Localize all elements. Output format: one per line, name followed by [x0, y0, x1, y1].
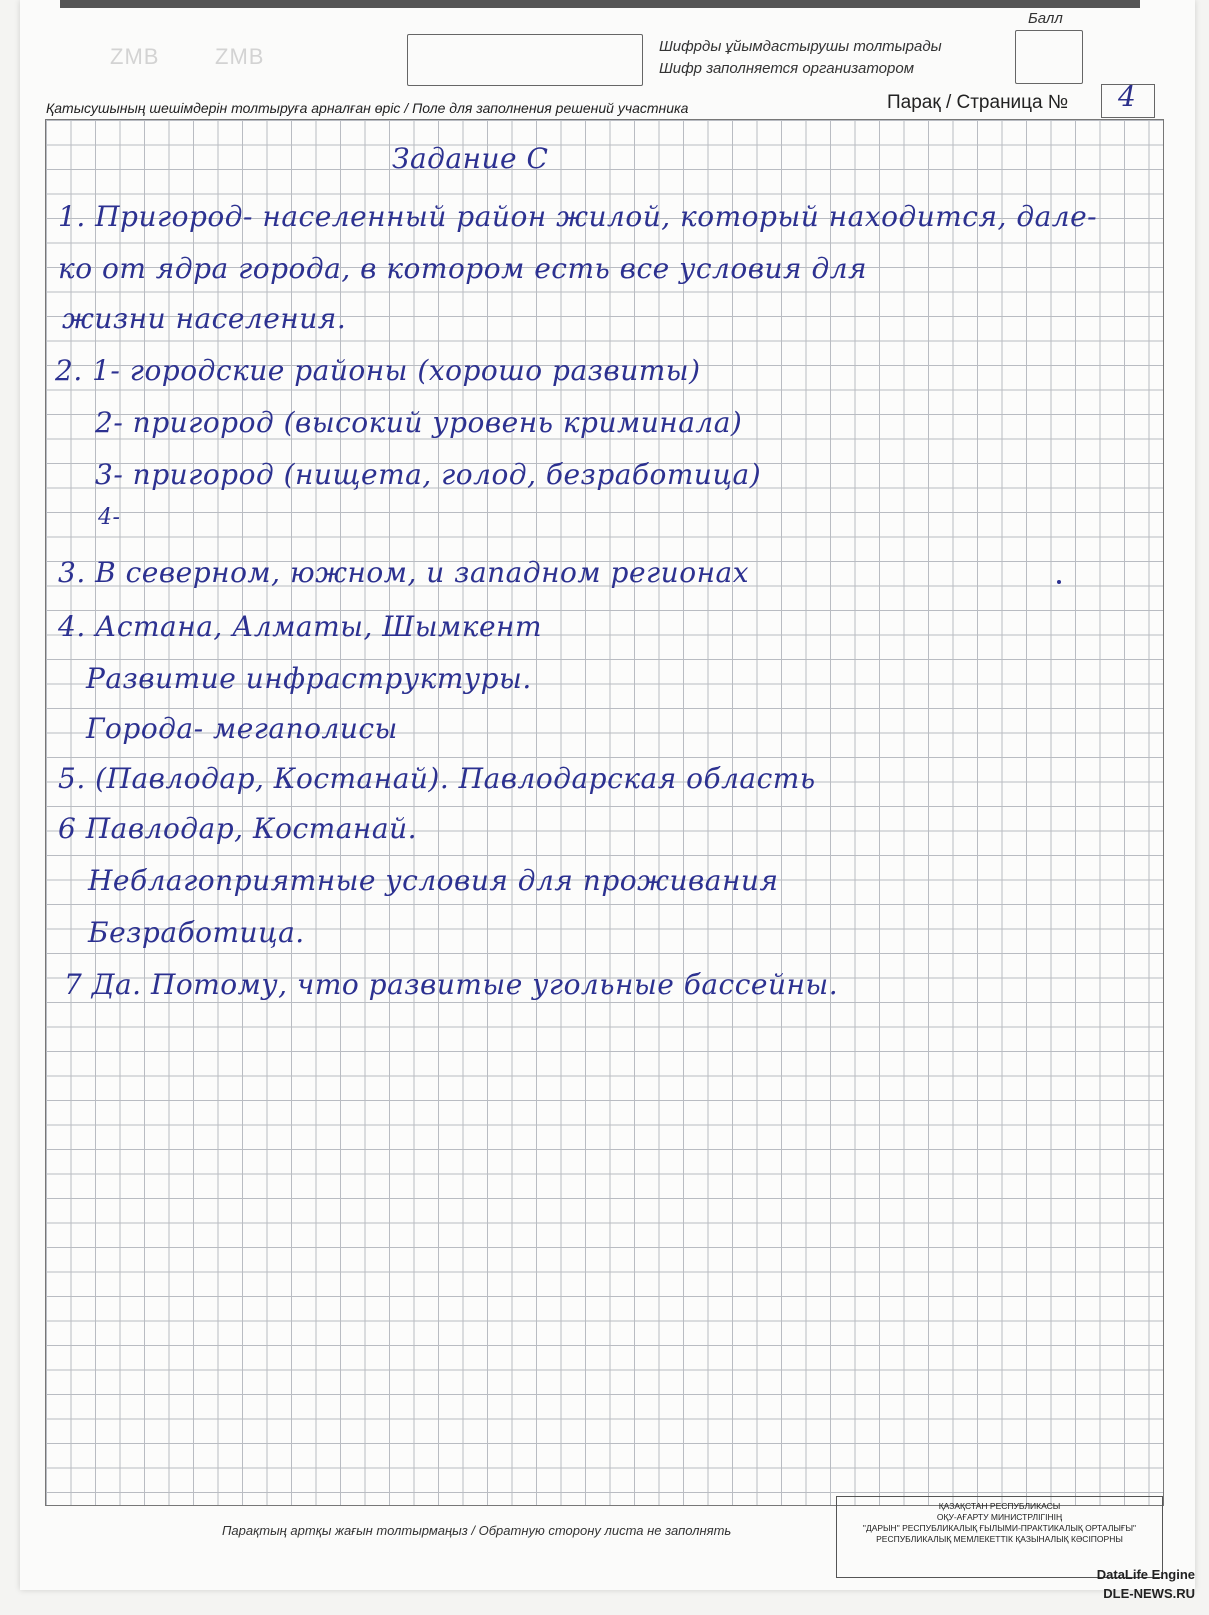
field-title: Қатысушының шешімдерін толтыруға арналған өріс / Поле для заполнения решений участника — [46, 100, 689, 116]
stamp-line: "ДАРЫН" РЕСПУБЛИКАЛЫҚ ҒЫЛЫМИ-ПРАКТИКАЛЫҚ ОРТАЛЫҒЫ" — [862, 1523, 1137, 1533]
answer-line: Развитие инфраструктуры. — [86, 662, 532, 695]
organizer-note-ru: Шифр заполняется организатором — [659, 60, 914, 77]
stamp-line: РЕСПУБЛИКАЛЫҚ МЕМЛЕКЕТТІК ҚАЗЫНАЛЫҚ КӘСІПОРНЫ — [876, 1534, 1123, 1544]
answer-line: 4- — [98, 505, 121, 530]
answer-line: Города- мегаполисы — [86, 712, 398, 745]
answer-line: 3. В северном, южном, и западном регионах — [58, 556, 749, 589]
top-edge — [60, 0, 1140, 8]
watermark: ZMB — [110, 44, 160, 69]
organizer-note — [659, 36, 942, 80]
answer-line: 2- пригород (высокий уровень криминала) — [95, 406, 743, 439]
organizer-note-kz: Шифрды ұйымдастырушы толтырады — [659, 38, 942, 55]
ink-dot — [1057, 580, 1061, 584]
answer-line: 1. Пригород- населенный район жилой, который находится, дале- — [58, 200, 1098, 233]
page-number: 4 — [1118, 80, 1136, 113]
stamp-line: ОҚУ-АҒАРТУ МИНИСТРЛІГІНІҢ — [936, 1512, 1063, 1522]
answer-line: жизни населения. — [62, 302, 347, 335]
answer-line: Неблагоприятные условия для проживания — [88, 864, 779, 897]
answer-line: ко от ядра города, в котором есть все условия для — [58, 252, 868, 285]
institution-stamp — [836, 1496, 1163, 1578]
answer-line: 6 Павлодар, Костанай. — [58, 812, 417, 845]
answer-title: Задание С — [392, 142, 549, 175]
answer-line: 7 Да. Потому, что развитые угольные бассейны. — [64, 968, 839, 1001]
footer-note: Парақтың артқы жағын толтырмаңыз / Обратную сторону листа не заполнять — [222, 1523, 732, 1538]
score-box — [1015, 30, 1083, 84]
page-label: Парақ / Страница № — [887, 92, 1069, 113]
answer-line: 5. (Павлодар, Костанай). Павлодарская область — [58, 762, 816, 795]
stamp-line: ҚАЗАҚСТАН РЕСПУБЛИКАСЫ — [938, 1501, 1061, 1511]
answer-line: 2. 1- городские районы (хорошо развиты) — [55, 354, 701, 387]
brand-watermark: DataLife Engine — [1096, 1567, 1195, 1582]
answer-line: 4. Астана, Алматы, Шымкент — [58, 610, 543, 643]
answer-line: Безработица. — [88, 916, 305, 949]
answer-line: 3- пригород (нищета, голод, безработица) — [95, 458, 762, 491]
site-watermark: DLE-NEWS.RU — [1103, 1586, 1195, 1601]
score-label: Балл — [1028, 10, 1063, 27]
watermark: ZMB — [215, 44, 265, 69]
cipher-box — [407, 34, 643, 86]
